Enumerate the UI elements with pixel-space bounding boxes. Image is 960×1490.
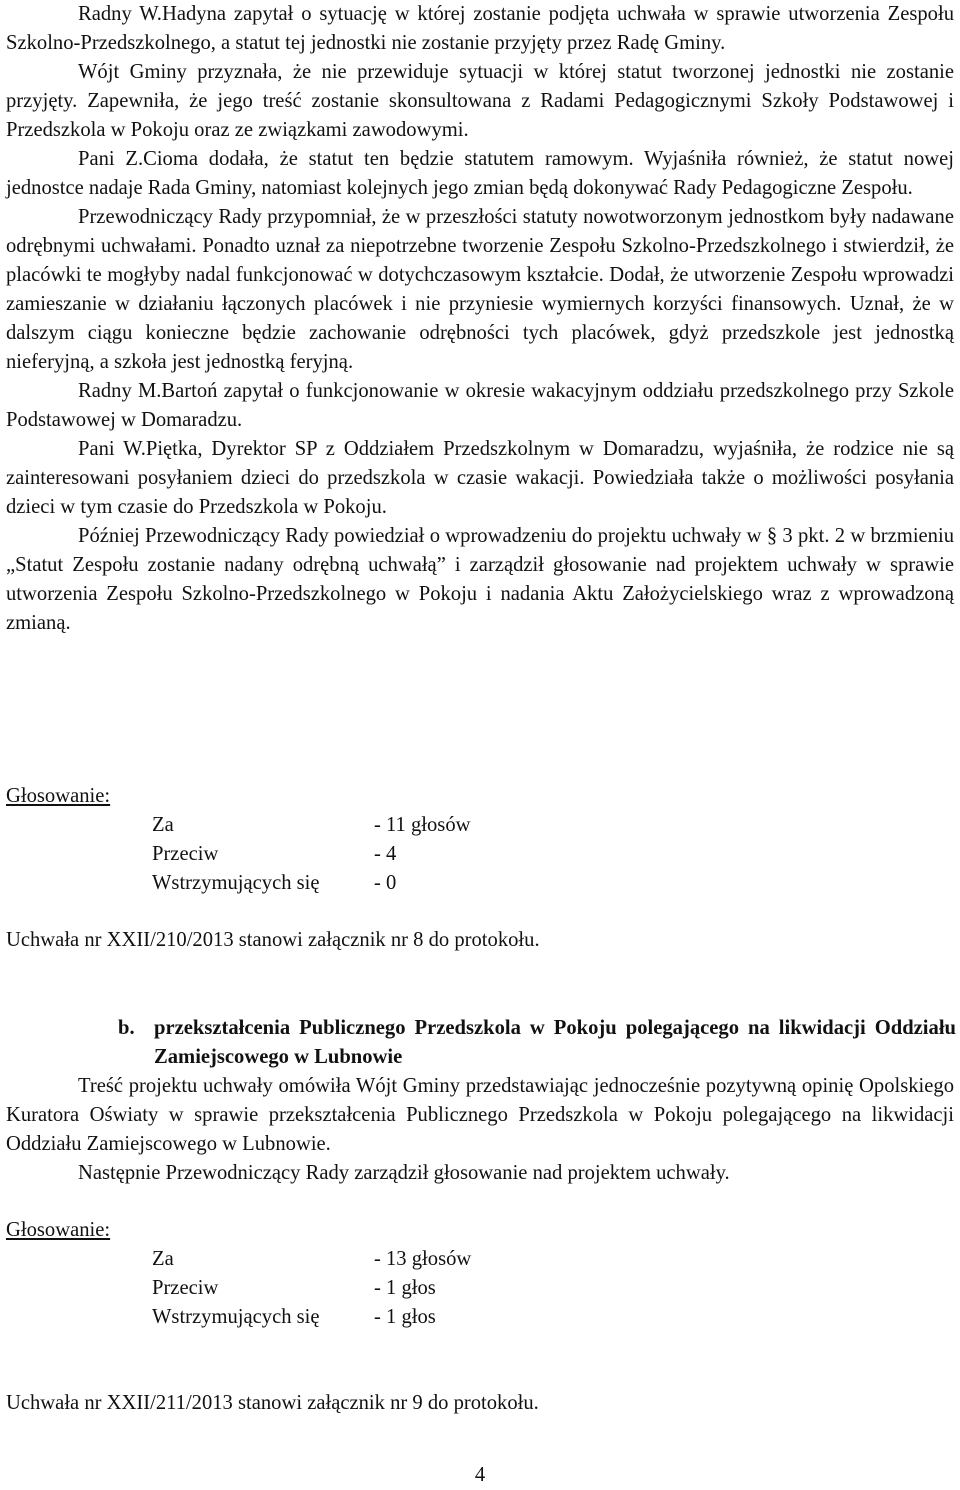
voting-value: - 1 głos <box>374 1277 436 1299</box>
voting-row <box>152 869 470 898</box>
text-block-top <box>6 0 954 638</box>
voting-results-table <box>152 1245 471 1332</box>
voting-row <box>152 1245 471 1274</box>
voting-label: Za <box>152 1248 174 1270</box>
voting-label: Przeciw <box>152 1277 219 1299</box>
paragraph: Radny W.Hadyna zapytał o sytuację w której zostanie podjęta uchwała w sprawie utworzenia Zespołu Szkolno-Przedszkolnego, a statut tej jednostki nie zostanie przyjęty przez Radę Gminy. <box>6 3 954 54</box>
voting-row <box>152 840 470 869</box>
voting-label: Wstrzymujących się <box>152 1306 320 1328</box>
paragraph: Przewodniczący Rady przypomniał, że w przeszłości statuty nowotworzonym jednostkom były nadawane odrębnymi uchwałami. Ponadto uznał za niepotrzebne tworzenie Zespołu Szkolno-Przedszkolnego i stwierdził, że placówki te mogłyby nadal funkcjonować w dotychczasowym kształcie. Dodał, że utworzenie Zespołu wprowadzi zamieszanie w działaniu łączonych placówek i nie przyniesie wymiernych korzyści finansowych. Uznał, że w dalszym ciągu konieczne będzie zachowanie odrębności tych placówek, gdyż przedszkole jest jednostką nieferyjną, a szkoła jest jednostką feryjną. <box>6 206 954 373</box>
voting-value: - 11 głosów <box>374 814 471 836</box>
paragraph: Radny M.Bartoń zapytał o funkcjonowanie w okresie wakacyjnym oddziału przedszkolnego przy Szkole Podstawowej w Domaradzu. <box>6 380 954 431</box>
paragraph: Później Przewodniczący Rady powiedział o wprowadzeniu do projektu uchwały w § 3 pkt. 2 w brzmieniu „Statut Zespołu zostanie nadany odrębną uchwałą” i zarządził głosowanie nad projektem uchwały w sprawie utworzenia Zespołu Szkolno-Przedszkolnego w Pokoju i nadania Aktu Założycielskiego wraz z wprowadzoną zmianą. <box>6 525 954 634</box>
paragraph: Treść projektu uchwały omówiła Wójt Gminy przedstawiając jednocześnie pozytywną opinię Opolskiego Kuratora Oświaty w sprawie przekształcenia Publicznego Przedszkola w Pokoju polegającego na likwidacji Oddziału Zamiejscowego w Lubnowie. <box>6 1075 954 1155</box>
resolution-note: Uchwała nr XXII/211/2013 stanowi załącznik nr 9 do protokołu. <box>6 1392 539 1414</box>
voting-value: - 13 głosów <box>374 1248 472 1270</box>
page-number: 4 <box>474 1464 486 1486</box>
voting-label: Wstrzymujących się <box>152 872 320 894</box>
paragraph: Następnie Przewodniczący Rady zarządził głosowanie nad projektem uchwały. <box>78 1162 730 1184</box>
paragraph: Pani W.Piętka, Dyrektor SP z Oddziałem Przedszkolnym w Domaradzu, wyjaśniła, że rodzice nie są zainteresowani posyłaniem dzieci do przedszkola w czasie wakacji. Powiedziała także o możliwości posyłania dzieci w tym czasie do Przedszkola w Pokoju. <box>6 438 954 518</box>
voting-row <box>152 1303 471 1332</box>
voting-label: Za <box>152 814 174 836</box>
paragraph: Pani Z.Cioma dodała, że statut ten będzie statutem ramowym. Wyjaśniła również, że statut nowej jednostce nadaje Rada Gminy, natomiast kolejnych jego zmian będą dokonywać Rady Pedagogiczne Zespołu. <box>6 148 954 199</box>
voting-label: Przeciw <box>152 843 219 865</box>
resolution-note: Uchwała nr XXII/210/2013 stanowi załącznik nr 8 do protokołu. <box>6 929 540 951</box>
voting-value: - 1 głos <box>374 1306 436 1328</box>
voting-row <box>152 811 470 840</box>
section-letter: b. <box>118 1017 135 1039</box>
voting-heading: Głosowanie: <box>6 1219 111 1241</box>
voting-results-table <box>152 811 470 898</box>
paragraph: Wójt Gminy przyznała, że nie przewiduje sytuacji w której statut tworzonej jednostki nie zostanie przyjęty. Zapewniła, że jego treść zostanie skonsultowana z Radami Pedagogicznymi Szkoły Podstawowej i Przedszkola w Pokoju oraz ze związkami zawodowymi. <box>6 61 954 141</box>
voting-value: - 4 <box>374 843 397 865</box>
section-heading <box>118 1014 956 1072</box>
voting-heading: Głosowanie: <box>6 785 111 807</box>
text-block-section-b <box>6 1072 954 1188</box>
section-title: przekształcenia Publicznego Przedszkola w Pokoju polegającego na likwidacji Oddziału Zamiejscowego w Lubnowie <box>154 1017 956 1068</box>
voting-row <box>152 1274 471 1303</box>
voting-value: - 0 <box>374 872 397 894</box>
